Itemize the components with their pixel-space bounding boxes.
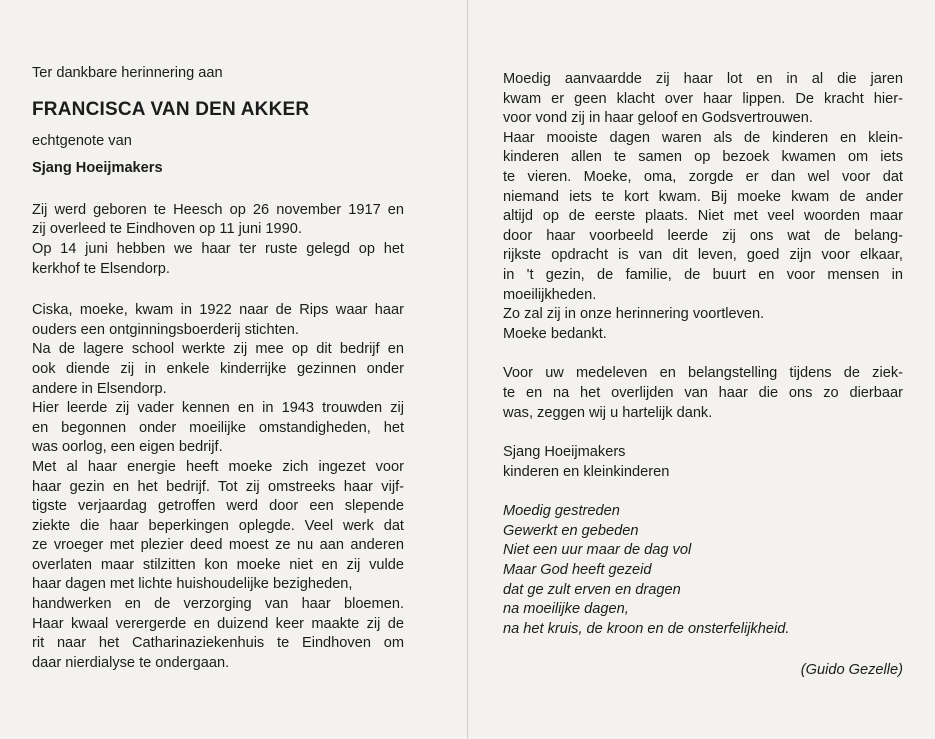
text-line: overlaten maar stilzitten kon moeke niet en zij vulde xyxy=(32,556,404,573)
text-line: haar dagen met lichte huishoudelijke bezigheden, xyxy=(32,576,353,593)
text-line: Op 14 juni hebben we haar ter ruste gelegd op het xyxy=(32,240,404,257)
text-line: rit naar het Catharinaziekenhuis te Eindhoven om xyxy=(32,635,404,652)
text-line: ook diende zij in enkele kinderrijke gezinnen onder xyxy=(32,360,404,377)
life-paragraph xyxy=(32,301,404,673)
text-line: tigste verjaardag getroffen werd door een slepende xyxy=(32,498,404,515)
intro-text: Ter dankbare herinnering aan xyxy=(32,65,223,81)
text-line: andere in Elsendorp. xyxy=(32,380,167,397)
text-line: Haar mooiste dagen waren als de kinderen en klein- xyxy=(503,129,903,146)
text-line: was, zeggen wij u hartelijk dank. xyxy=(503,404,713,421)
poem-line: Maar God heeft gezeid xyxy=(503,562,652,579)
text-line: voor vond zij in haar geloof en Godsvertrouwen. xyxy=(503,110,813,127)
text-line: niemand iets te kort kwam. Bij moeke kwam de ander xyxy=(503,188,903,205)
text-line: Hier leerde zij vader kennen en in 1943 trouwden zij xyxy=(32,400,404,417)
signature-line: kinderen en kleinkinderen xyxy=(503,463,670,480)
signature-block xyxy=(503,443,903,482)
fold-line xyxy=(467,0,468,739)
text-line: te en na het overlijden van haar die ons zo dierbaar xyxy=(503,384,903,401)
text-line: kwam er geen klacht over haar lippen. De kracht hier- xyxy=(503,90,903,107)
text-line: Met al haar energie heeft moeke zich ingezet voor xyxy=(32,458,404,475)
left-page xyxy=(32,64,404,673)
text-line: Voor uw medeleven en belangstelling tijdens de ziek- xyxy=(503,365,903,382)
text-line: daar nierdialyse te ondergaan. xyxy=(32,654,230,671)
text-line: Moeke bedankt. xyxy=(503,325,607,342)
text-line: ouders een ontginningsboerderij stichten. xyxy=(32,321,299,338)
text-line: Zij werd geboren te Heesch op 26 november 1917 en xyxy=(32,201,404,218)
story-paragraph xyxy=(503,70,903,344)
text-line: kerkhof te Elsendorp. xyxy=(32,260,170,277)
text-line: Na de lagere school werkte zij mee op dit bedrijf en xyxy=(32,341,404,358)
signature-line: Sjang Hoeijmakers xyxy=(503,444,626,461)
poem-author: (Guido Gezelle) xyxy=(800,662,903,679)
text-line: altijd op de eerste plaats. Niet met veel woorden maar xyxy=(503,208,903,225)
text-line: was oorlog, een eigen bedrijf. xyxy=(32,439,223,456)
text-line: te vieren. Moeke, oma, zorgde er dan wel voor dat xyxy=(503,168,903,185)
text-line: Haar kwaal verergerde en duizend keer maakte zij de xyxy=(32,615,404,632)
poem-line: Moedig gestreden xyxy=(503,503,620,520)
text-line: handwerken en de verzorging van haar bloemen. xyxy=(32,596,404,613)
spouse-label: echtgenote van xyxy=(32,132,132,149)
right-page xyxy=(503,70,903,681)
poem xyxy=(503,502,903,639)
text-line: ziekte die haar beperkingen oplegde. Veel werk dat xyxy=(32,517,404,534)
text-line: moeilijkheden. xyxy=(503,286,597,303)
text-line: Zo zal zij in onze herinnering voortleven. xyxy=(503,306,765,323)
text-line: zij overleed te Eindhoven op 11 juni 1990. xyxy=(32,221,302,238)
text-line: Ciska, moeke, kwam in 1922 naar de Rips waar haar xyxy=(32,302,404,319)
birth-paragraph xyxy=(32,201,404,279)
text-line: Moedig aanvaardde zij haar lot en in al die jaren xyxy=(503,71,903,87)
text-line: haar gezin en het bedrijf. Tot zij omstreeks haar vijf- xyxy=(32,478,404,495)
thanks-paragraph xyxy=(503,364,903,423)
text-line: en begonnen onder moeilijke omstandigheden, het xyxy=(32,419,404,436)
deceased-name: FRANCISCA VAN DEN AKKER xyxy=(32,98,310,120)
text-line: kinderen allen te samen op bezoek kwamen om iets xyxy=(503,149,903,166)
text-line: in 't gezin, de familie, de buurt en voor mensen in xyxy=(503,266,903,283)
poem-line: dat ge zult erven en dragen xyxy=(503,581,681,598)
spouse-name: Sjang Hoeijmakers xyxy=(32,160,163,177)
text-line: rijkste opdracht is van dit leven, goed zijn voor elkaar, xyxy=(503,247,903,264)
text-line: door haar voorbeeld leerde zij ons wat de belang- xyxy=(503,227,903,244)
poem-line: na moeilijke dagen, xyxy=(503,601,629,618)
poem-line: na het kruis, de kroon en de onsterfelijkheid. xyxy=(503,620,790,637)
poem-line: Gewerkt en gebeden xyxy=(503,522,639,539)
text-line: ze vroeger met plezier deed moest ze nu aan anderen xyxy=(32,537,404,554)
poem-line: Niet een uur maar de dag vol xyxy=(503,542,692,559)
